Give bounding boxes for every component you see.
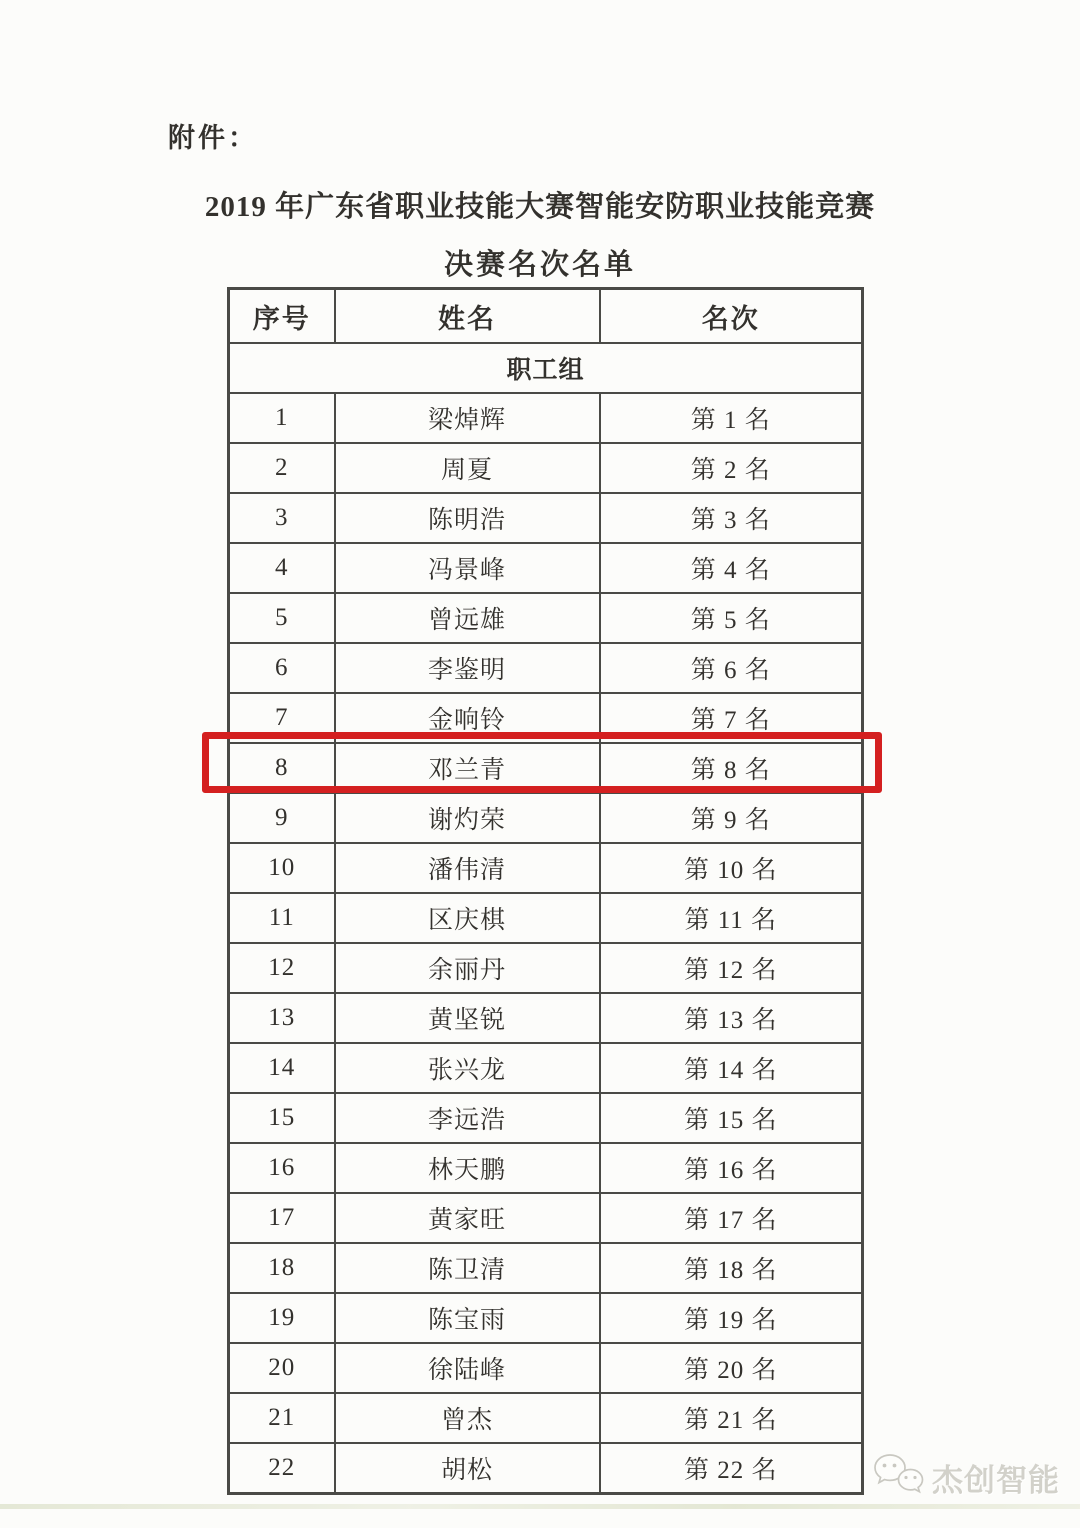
table-row — [229, 443, 863, 493]
cell-name: 邓兰青 — [335, 743, 600, 793]
cell-rank: 第 22 名 — [600, 1443, 863, 1494]
ranking-table — [227, 287, 864, 1495]
cell-no: 4 — [229, 543, 335, 593]
cell-name: 徐陆峰 — [335, 1343, 600, 1393]
cell-no: 6 — [229, 643, 335, 693]
cell-name: 李鉴明 — [335, 643, 600, 693]
cell-name: 黄坚锐 — [335, 993, 600, 1043]
cell-no: 13 — [229, 993, 335, 1043]
cell-name: 陈卫清 — [335, 1243, 600, 1293]
cell-no: 9 — [229, 793, 335, 843]
table-row — [229, 843, 863, 893]
wechat-chat-bubbles-icon — [872, 1452, 926, 1503]
scan-bottom-line — [0, 1504, 1080, 1509]
cell-name: 胡松 — [335, 1443, 600, 1494]
table-row — [229, 1343, 863, 1393]
cell-no: 16 — [229, 1143, 335, 1193]
cell-rank: 第 21 名 — [600, 1393, 863, 1443]
table-row — [229, 993, 863, 1043]
cell-rank: 第 6 名 — [600, 643, 863, 693]
column-header-rank: 名次 — [600, 289, 863, 344]
table-row — [229, 1443, 863, 1494]
cell-name: 林天鹏 — [335, 1143, 600, 1193]
cell-rank: 第 13 名 — [600, 993, 863, 1043]
watermark — [872, 1454, 1060, 1500]
column-header-name: 姓名 — [335, 289, 600, 344]
cell-name: 陈宝雨 — [335, 1293, 600, 1343]
cell-rank: 第 3 名 — [600, 493, 863, 543]
cell-no: 20 — [229, 1343, 335, 1393]
table-row — [229, 1143, 863, 1193]
cell-no: 11 — [229, 893, 335, 943]
cell-name: 潘伟清 — [335, 843, 600, 893]
table-row — [229, 493, 863, 543]
cell-no: 19 — [229, 1293, 335, 1343]
table-row — [229, 1043, 863, 1093]
cell-no: 3 — [229, 493, 335, 543]
cell-rank: 第 12 名 — [600, 943, 863, 993]
document-title-line2: 决赛名次名单 — [443, 249, 636, 281]
cell-no: 2 — [229, 443, 335, 493]
cell-rank: 第 20 名 — [600, 1343, 863, 1393]
group-header-row — [229, 343, 863, 393]
cell-no: 22 — [229, 1443, 335, 1494]
table-body — [229, 393, 863, 1494]
cell-rank: 第 16 名 — [600, 1143, 863, 1193]
table-row — [229, 893, 863, 943]
table-row — [229, 1293, 863, 1343]
table-row — [229, 543, 863, 593]
table-row — [229, 743, 863, 793]
table-row — [229, 1243, 863, 1293]
cell-name: 陈明浩 — [335, 493, 600, 543]
cell-rank: 第 9 名 — [600, 793, 863, 843]
table-row — [229, 943, 863, 993]
cell-rank: 第 10 名 — [600, 843, 863, 893]
cell-rank: 第 5 名 — [600, 593, 863, 643]
cell-rank: 第 14 名 — [600, 1043, 863, 1093]
table-row — [229, 643, 863, 693]
cell-name: 曾远雄 — [335, 593, 600, 643]
cell-rank: 第 1 名 — [600, 393, 863, 443]
cell-rank: 第 11 名 — [600, 893, 863, 943]
cell-name: 黄家旺 — [335, 1193, 600, 1243]
cell-name: 周夏 — [335, 443, 600, 493]
table-row — [229, 1093, 863, 1143]
cell-name: 李远浩 — [335, 1093, 600, 1143]
cell-name: 区庆棋 — [335, 893, 600, 943]
table-row — [229, 1393, 863, 1443]
column-header-no: 序号 — [229, 289, 335, 344]
cell-name: 谢灼荣 — [335, 793, 600, 843]
cell-rank: 第 8 名 — [600, 743, 863, 793]
group-header: 职工组 — [229, 343, 863, 393]
table-row — [229, 593, 863, 643]
cell-no: 18 — [229, 1243, 335, 1293]
cell-no: 21 — [229, 1393, 335, 1443]
table-row — [229, 393, 863, 443]
cell-rank: 第 4 名 — [600, 543, 863, 593]
table-row — [229, 1193, 863, 1243]
table-row — [229, 693, 863, 743]
cell-no: 14 — [229, 1043, 335, 1093]
cell-name: 冯景峰 — [335, 543, 600, 593]
cell-name: 张兴龙 — [335, 1043, 600, 1093]
table-header-row — [229, 289, 863, 344]
table-row — [229, 793, 863, 843]
cell-rank: 第 15 名 — [600, 1093, 863, 1143]
cell-rank: 第 2 名 — [600, 443, 863, 493]
cell-name: 曾杰 — [335, 1393, 600, 1443]
cell-name: 金响铃 — [335, 693, 600, 743]
cell-no: 10 — [229, 843, 335, 893]
cell-rank: 第 17 名 — [600, 1193, 863, 1243]
cell-no: 5 — [229, 593, 335, 643]
cell-name: 余丽丹 — [335, 943, 600, 993]
cell-name: 梁焯辉 — [335, 393, 600, 443]
cell-no: 12 — [229, 943, 335, 993]
cell-no: 1 — [229, 393, 335, 443]
watermark-text: 杰创智能 — [932, 1462, 1060, 1498]
cell-rank: 第 7 名 — [600, 693, 863, 743]
cell-rank: 第 18 名 — [600, 1243, 863, 1293]
cell-rank: 第 19 名 — [600, 1293, 863, 1343]
cell-no: 15 — [229, 1093, 335, 1143]
cell-no: 7 — [229, 693, 335, 743]
document-title-line1: 2019 年广东省职业技能大赛智能安防职业技能竞赛 — [204, 191, 876, 223]
attachment-label: 附件： — [168, 123, 258, 153]
cell-no: 17 — [229, 1193, 335, 1243]
cell-no: 8 — [229, 743, 335, 793]
